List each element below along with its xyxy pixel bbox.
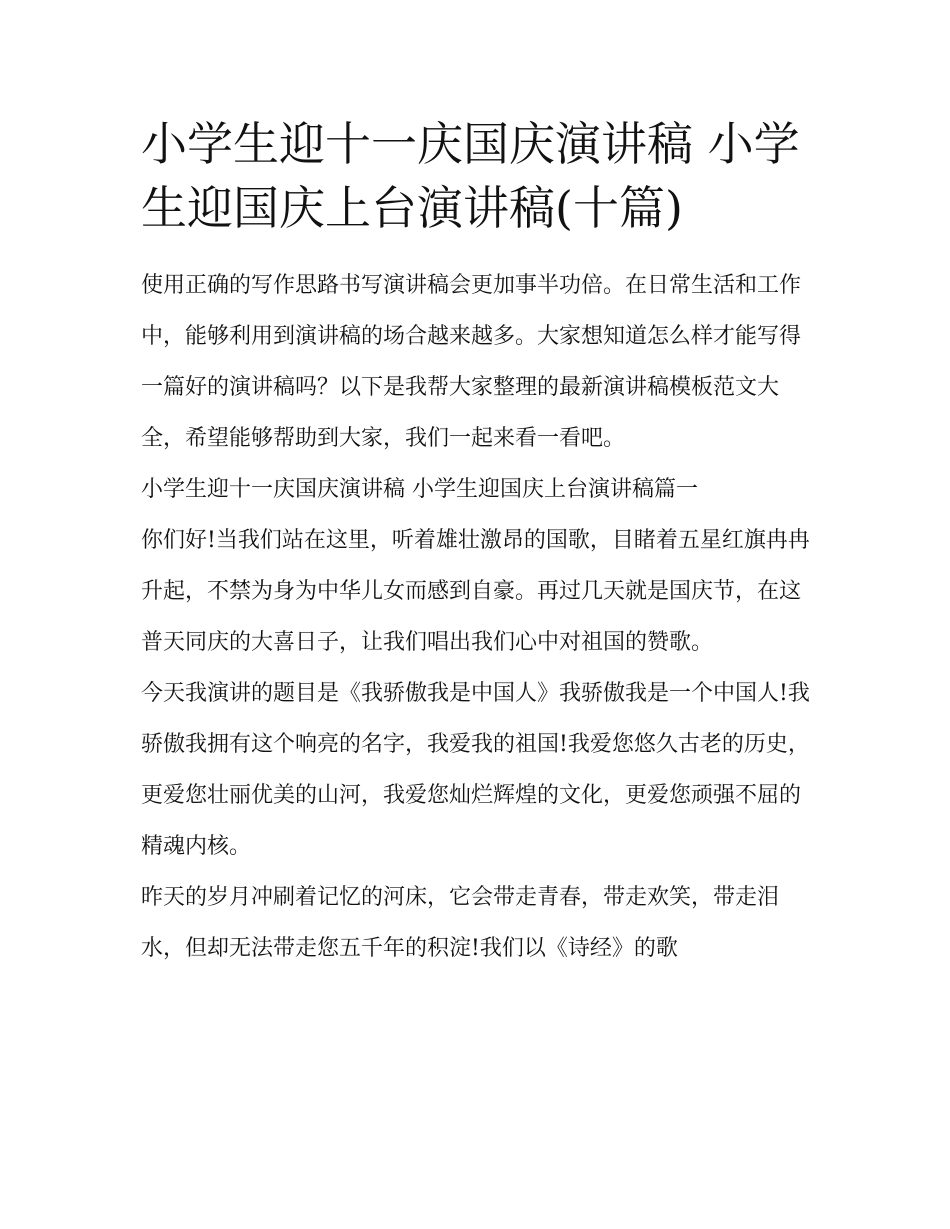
body-paragraph: 今天我演讲的题目是《我骄傲我是中国人》我骄傲我是一个中国人!我骄傲我拥有这个响亮的名字，我爱我的祖国!我爱您悠久古老的历史，更爱您壮丽优美的山河，我爱您灿烂辉煌的文化，更爱您顽强不屈的精魂内核。 [141, 681, 810, 859]
document-page [141, 112, 813, 974]
body-paragraph: 你们好!当我们站在这里，听着雄壮激昂的国歌，目睹着五星红旗冉冉升起，不禁为身为中华儿女而感到自豪。再过几天就是国庆节，在这普天同庆的大喜日子，让我们唱出我们心中对祖国的赞歌。 [141, 528, 810, 655]
document-title: 小学生迎十一庆国庆演讲稿 小学生迎国庆上台演讲稿(十篇) [141, 117, 800, 235]
body-paragraph: 昨天的岁月冲刷着记忆的河床，它会带走青春，带走欢笑，带走泪水，但却无法带走您五千年的积淀!我们以《诗经》的歌 [141, 885, 780, 961]
intro-paragraph: 使用正确的写作思路书写演讲稿会更加事半功倍。在日常生活和工作中，能够利用到演讲稿的场合越来越多。大家想知道怎么样才能写得一篇好的演讲稿吗？以下是我帮大家整理的最新演讲稿模板范文大全，希望能够帮助到大家，我们一起来看一看吧。 [141, 273, 802, 451]
section-heading: 小学生迎十一庆国庆演讲稿 小学生迎国庆上台演讲稿篇一 [141, 477, 698, 502]
